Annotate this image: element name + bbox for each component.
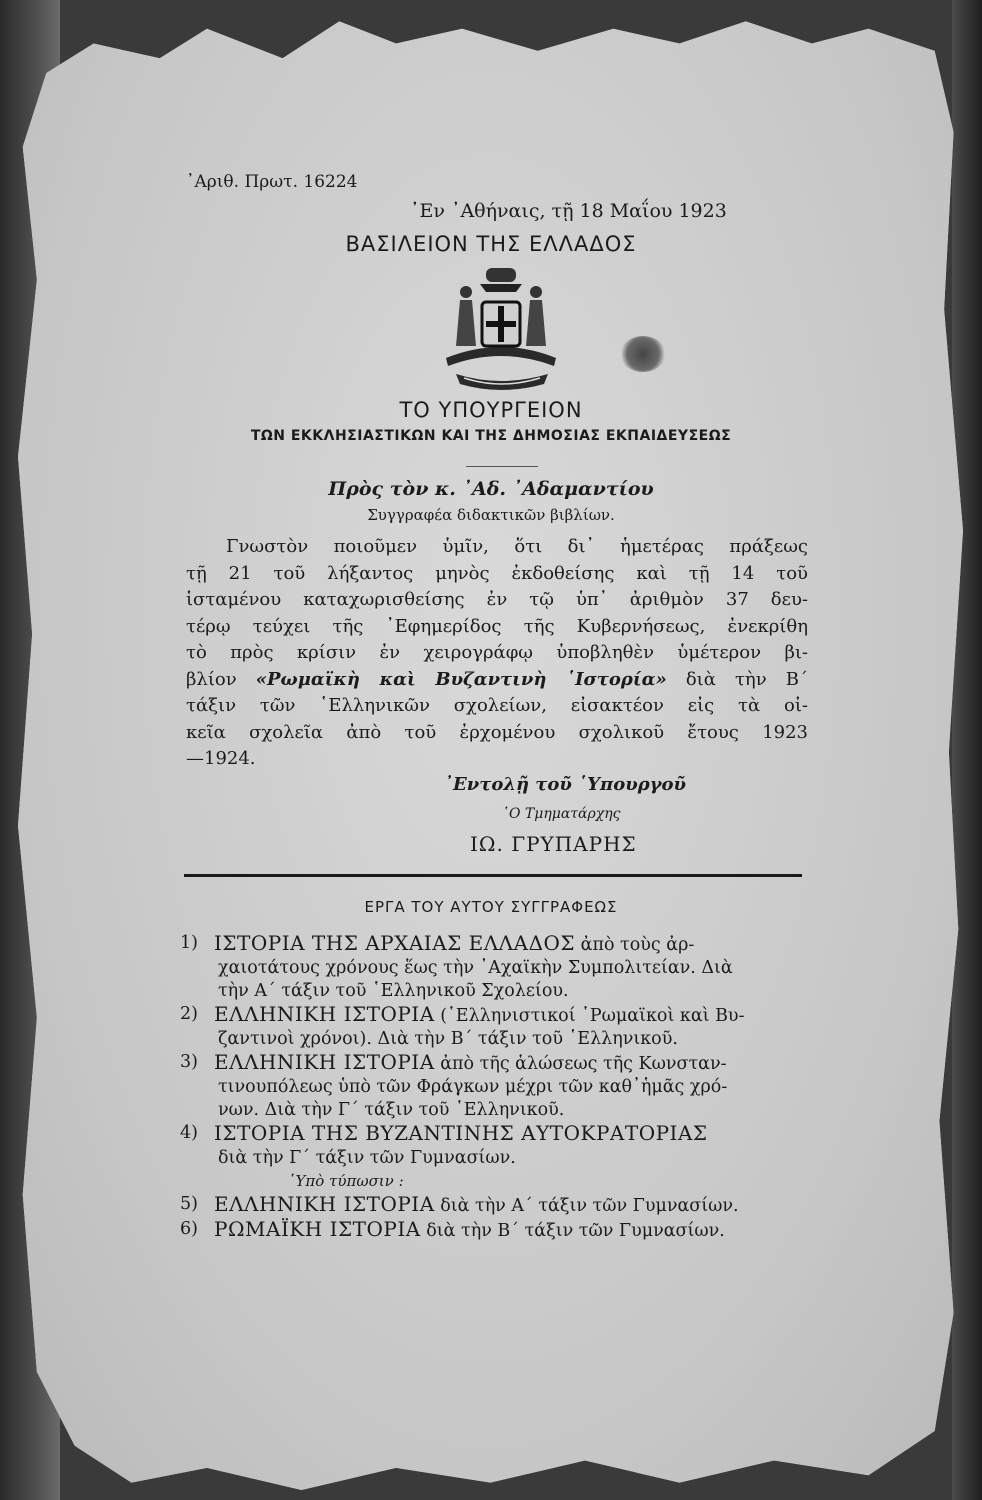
item-number: 5) <box>180 1194 198 1214</box>
ministry-subheading: ΤΩΝ ΕΚΚΛΗΣΙΑΣΤΙΚΩΝ ΚΑΙ ΤΗΣ ΔΗΜΟΣΙΑΣ ΕΚΠΑΙΔΕΥΣΕΩΣ <box>250 428 732 444</box>
item-text: (῾Ελληνιστικοί ῾Ρωμαϊκοὶ καὶ Βυ- <box>440 1006 745 1026</box>
body-line: κεῖα σχολεῖα ἀπὸ τοῦ ἐρχομένου σχολικοῦ ἔτους 1923 <box>186 721 808 743</box>
body-line: Γνωστὸν ποιοῦμεν ὑμῖν, ὅτι δι᾿ ἡμετέρας πράξεως <box>226 536 808 557</box>
item-title: ΙΣΤΟΡΙΑ ΤΗΣ ΑΡΧΑΙΑΣ ΕΛΛΑΔΟΣ <box>214 931 576 955</box>
letter-date: ᾿Εν ᾿Αθήναις, τῇ 18 Μαΐου 1923 <box>410 200 727 222</box>
item-title: ΕΛΛΗΝΙΚΗ ΙΣΤΟΡΙΑ <box>214 1192 435 1216</box>
body-line: τέρῳ τεύχει τῆς ᾿Εφημερίδος τῆς Κυβερνήσεως, ἐνεκρίθη <box>186 615 808 637</box>
body-line: τὸ πρὸς κρίσιν ἐν χειρογράφῳ ὑποβληθὲν ὑμέτερον βι- <box>186 642 808 663</box>
list-item <box>180 1003 806 1051</box>
body-line: τῇ 21 τοῦ λήξαντος μηνὸς ἐκδοθείσης καὶ τῇ 14 τοῦ <box>186 562 808 584</box>
book-title: «Ρωμαϊκὴ καὶ Βυζαντινὴ ῾Ιστορία» <box>255 668 667 690</box>
item-text: χαιοτάτους χρόνους ἕως τὴν ᾿Αχαϊκὴν Συμπολιτείαν. Διὰ <box>218 958 733 978</box>
item-number: 2) <box>180 1004 198 1024</box>
body-line-with-title <box>186 667 808 694</box>
item-text: διὰ τὴν Α´ τάξιν τῶν Γυμνασίων. <box>440 1196 739 1216</box>
item-title: ΕΛΛΗΝΙΚΗ ΙΣΤΟΡΙΑ <box>214 1050 435 1074</box>
addressee-role: Συγγραφέα διδακτικῶν βιβλίων. <box>367 506 615 524</box>
letter-body <box>186 534 808 773</box>
greek-royal-coat-of-arms-icon <box>436 266 566 396</box>
list-item <box>180 1218 806 1243</box>
item-text: διὰ τὴν Γ´ τάξιν τῶν Γυμνασίων. <box>218 1148 516 1168</box>
protocol-number: ᾿Αριθ. Πρωτ. 16224 <box>186 172 358 192</box>
item-number: 4) <box>180 1123 198 1143</box>
signature: ΙΩ. ΓΡΥΠΑΡΗΣ <box>470 832 637 856</box>
item-text: διὰ τὴν Β´ τάξιν τῶν Γυμνασίων. <box>426 1221 725 1241</box>
item-number: 6) <box>180 1219 198 1239</box>
body-line: —1924. <box>186 748 256 769</box>
scan-background-right <box>952 0 982 1500</box>
order-line: ᾿Εντολῇ τοῦ ῾Υπουργοῦ <box>444 774 687 795</box>
body-line-post: διὰ τὴν Β´ <box>685 668 808 690</box>
item-title: ΡΩΜΑΪΚΗ ΙΣΤΟΡΙΑ <box>214 1217 421 1241</box>
pending-label: ῾Υπὸ τύπωσιν : <box>288 1172 404 1190</box>
kingdom-heading: ΒΑΣΙΛΕΙΟΝ ΤΗΣ ΕΛΛΑΔΟΣ <box>345 232 637 256</box>
list-item <box>180 932 806 1003</box>
list-item <box>180 1122 806 1170</box>
body-line: ἱσταμένου καταχωρισθείσης ἐν τῷ ὑπ᾿ ἀριθμὸν 37 δευ- <box>186 589 808 610</box>
item-number: 3) <box>180 1052 198 1072</box>
list-item <box>180 1051 806 1122</box>
item-number: 1) <box>180 933 198 953</box>
list-item <box>180 1193 806 1218</box>
item-title: ΕΛΛΗΝΙΚΗ ΙΣΤΟΡΙΑ <box>214 1002 435 1026</box>
item-text: τὴν Α´ τάξιν τοῦ ῾Ελληνικοῦ Σχολείου. <box>218 981 569 1001</box>
department-chief: ῾Ο Τμηματάρχης <box>502 806 621 822</box>
item-text: τινουπόλεως ὑπὸ τῶν Φράγκων μέχρι τῶν καθ᾿ἡμᾶς χρό- <box>218 1077 728 1097</box>
item-text: ζαντινοὶ χρόνοι). Διὰ τὴν Β´ τάξιν τοῦ ῾Ελληνικοῦ. <box>218 1029 678 1049</box>
addressee: Πρὸς τὸν κ. ᾿Αδ. ᾿Αδαμαντίου <box>328 478 654 500</box>
item-text: ἀπὸ τῆς ἁλώσεως τῆς Κωνσταν- <box>440 1054 727 1074</box>
works-list <box>180 932 806 1243</box>
body-line-pre: βλίον <box>186 668 237 690</box>
item-text: νων. Διὰ τὴν Γ´ τάξιν τοῦ ῾Ελληνικοῦ. <box>218 1100 565 1120</box>
ministry-heading: ΤΟ ΥΠΟΥΡΓΕΙΟΝ <box>399 398 583 422</box>
ink-stain <box>620 336 666 372</box>
item-title: ΙΣΤΟΡΙΑ ΤΗΣ ΒΥΖΑΝΤΙΝΗΣ ΑΥΤΟΚΡΑΤΟΡΙΑΣ <box>214 1121 708 1145</box>
item-text: ἀπὸ τοὺς ἀρ- <box>580 935 695 955</box>
section-rule <box>184 874 802 877</box>
body-line: τάξιν τῶν ῾Ελληνικῶν σχολείων, εἰσακτέον εἰς τὰ οἰ- <box>186 695 808 716</box>
works-heading: ΕΡΓΑ ΤΟΥ ΑΥΤΟΥ ΣΥΓΓΡΑΦΕΩΣ <box>364 898 618 916</box>
divider <box>466 466 538 467</box>
